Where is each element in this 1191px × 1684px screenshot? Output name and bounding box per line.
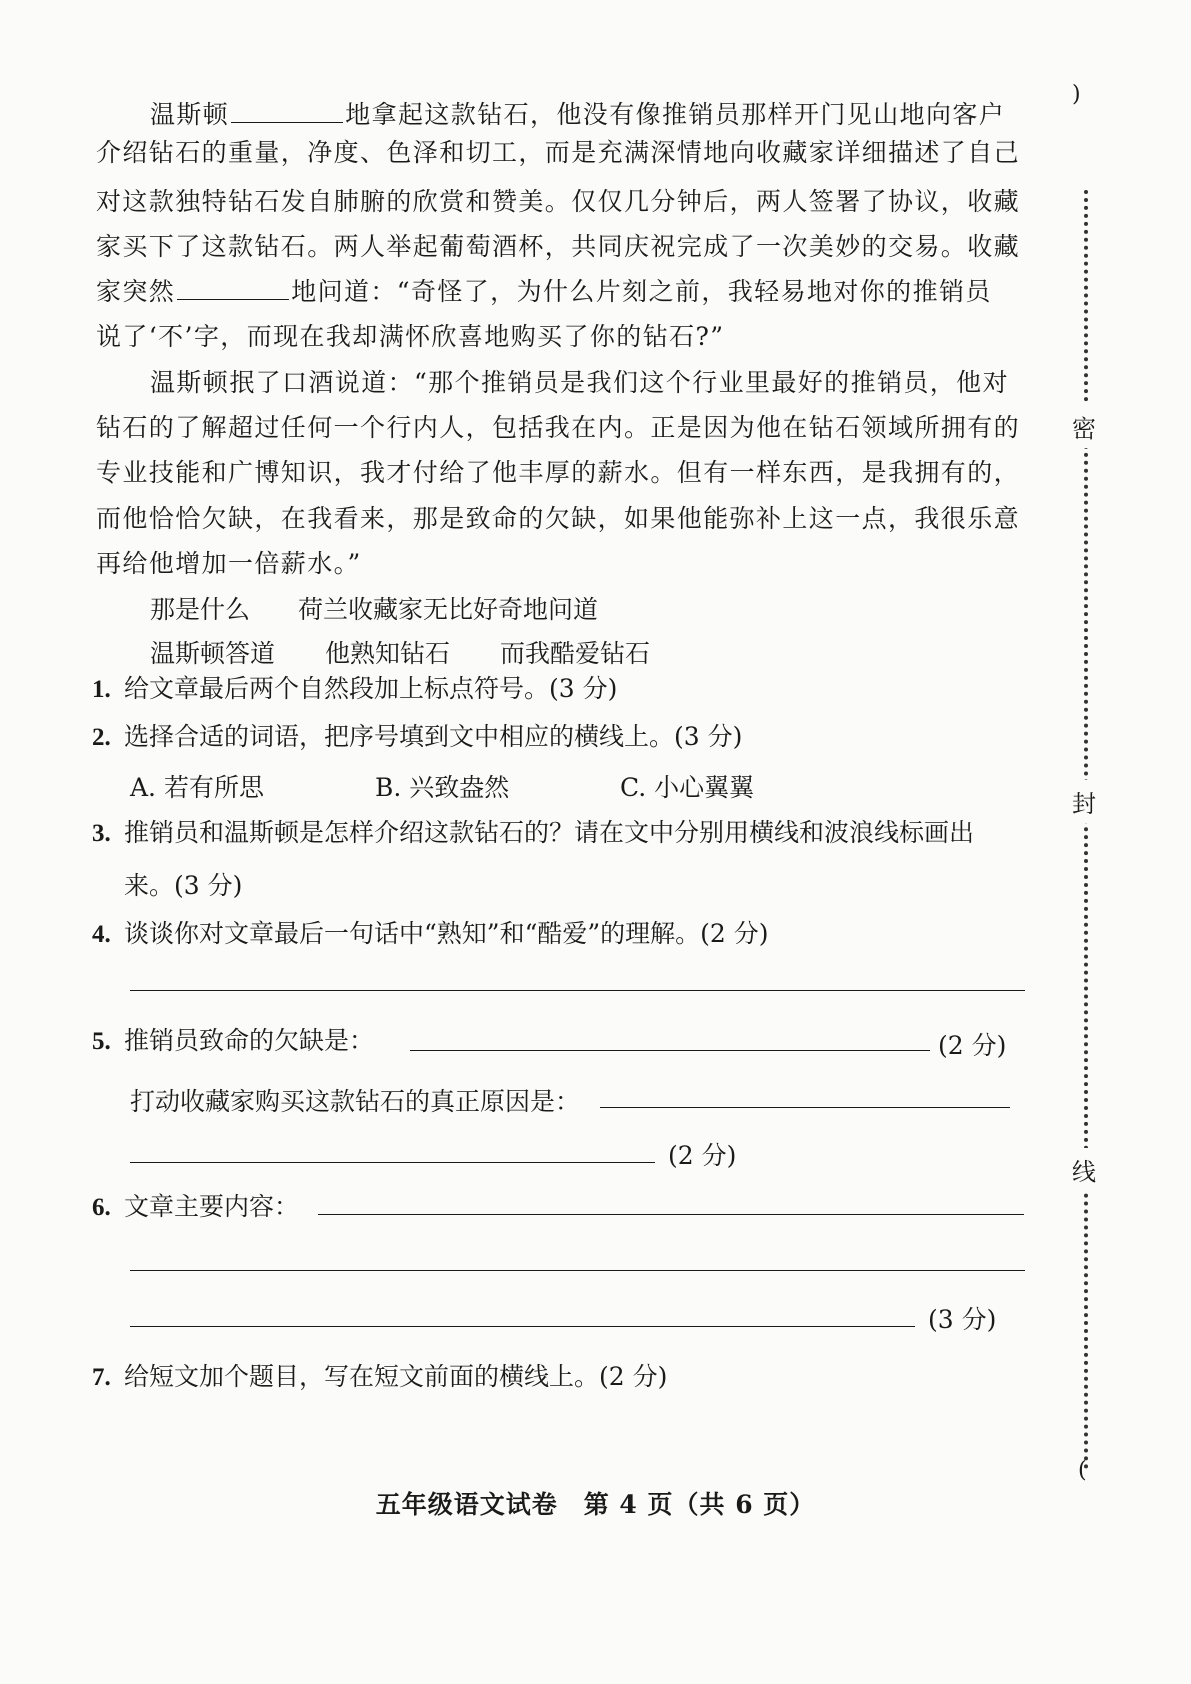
question-number: 2.	[92, 724, 111, 751]
binding-dotted-line	[1084, 190, 1088, 1470]
question-2	[92, 718, 742, 757]
question-number: 3.	[92, 820, 111, 847]
passage-text: 地问道：“奇怪了，为什么片刻之前，我轻易地对你的推销员	[291, 277, 992, 306]
answer-blank[interactable]	[231, 98, 343, 123]
question-number: 6.	[92, 1194, 111, 1221]
binding-label-feng: 封	[1068, 780, 1100, 823]
passage-line: 温斯顿抿了口酒说道：“那个推销员是我们这个行业里最好的推销员，他对	[150, 368, 1009, 397]
answer-line[interactable]	[130, 1270, 1025, 1271]
question-5-part2: 打动收藏家购买这款钻石的真正原因是：	[130, 1087, 581, 1116]
passage-text: 温斯顿	[150, 100, 230, 129]
question-text: 推销员和温斯顿是怎样介绍这款钻石的？请在文中分别用横线和波浪线标画出	[124, 818, 975, 847]
unpunctuated-line-1	[150, 590, 598, 626]
passage-line: 再给他增加一倍薪水。”	[96, 549, 362, 578]
passage-line: 专业技能和广博知识，我才付给了他丰厚的薪水。但有一样东西，是我拥有的，	[96, 458, 1021, 487]
answer-line[interactable]	[318, 1214, 1024, 1215]
question-6	[92, 1188, 299, 1227]
answer-line[interactable]	[130, 1162, 655, 1163]
passage-text: 地拿起这款钻石，他没有像推销员那样开门见山地向客户	[345, 100, 1006, 129]
passage-line: 家买下了这款钻石。两人举起葡萄酒杯，共同庆祝完成了一次美妙的交易。收藏	[96, 232, 1021, 261]
answer-line[interactable]	[600, 1107, 1010, 1108]
score-label: (3 分)	[928, 1305, 997, 1334]
binding-label-mi: 密	[1068, 405, 1100, 448]
question-text: 选择合适的词语，把序号填到文中相应的横线上。(3 分)	[124, 722, 743, 751]
phrase: 温斯顿答道	[150, 639, 276, 668]
question-5	[92, 1022, 374, 1061]
phrase: 荷兰收藏家无比好奇地问道	[298, 595, 599, 624]
passage-line: 而他恰恰欠缺，在我看来，那是致命的欠缺，如果他能弥补上这一点，我很乐意	[96, 504, 1021, 533]
question-number: 4.	[92, 921, 111, 948]
question-number: 7.	[92, 1364, 111, 1391]
answer-blank[interactable]	[177, 275, 289, 300]
answer-line[interactable]	[410, 1050, 930, 1051]
binding-corner-top: )	[1072, 82, 1081, 107]
option-b: B. 兴致盎然	[375, 773, 510, 802]
question-text: 给短文加个题目，写在短文前面的横线上。(2 分)	[124, 1362, 668, 1391]
answer-line[interactable]	[130, 1326, 915, 1327]
question-number: 1.	[92, 676, 111, 703]
passage-text: 家突然	[96, 277, 176, 306]
passage-line: 介绍钻石的重量，净度、色泽和切工，而是充满深情地向收藏家详细描述了自己	[96, 138, 1021, 167]
score-label: (2 分)	[668, 1141, 737, 1170]
page-footer: 五年级语文试卷 第 4 页（共 6 页）	[375, 1490, 816, 1519]
phrase: 他熟知钻石	[325, 639, 451, 668]
question-4	[92, 915, 769, 954]
score-label: (2 分)	[938, 1031, 1007, 1060]
passage-line	[96, 273, 1026, 311]
question-3-cont: 来。(3 分)	[124, 871, 243, 900]
question-text: 文章主要内容：	[124, 1192, 300, 1221]
phrase: 那是什么	[150, 595, 251, 624]
option-a: A. 若有所思	[130, 773, 264, 802]
answer-line[interactable]	[130, 990, 1025, 991]
passage-line	[150, 96, 1026, 134]
question-1	[92, 670, 617, 709]
binding-corner-bottom: (	[1078, 1458, 1087, 1483]
binding-label-xian: 线	[1068, 1148, 1100, 1191]
phrase: 而我酷爱钻石	[500, 639, 651, 668]
question-text: 谈谈你对文章最后一句话中“熟知”和“酷爱”的理解。(2 分)	[124, 919, 769, 948]
question-7	[92, 1358, 667, 1397]
passage-line: 钻石的了解超过任何一个行内人，包括我在内。正是因为他在钻石领域所拥有的	[96, 413, 1021, 442]
passage-line: 对这款独特钻石发自肺腑的欣赏和赞美。仅仅几分钟后，两人签署了协议，收藏	[96, 187, 1021, 216]
question-3	[92, 814, 974, 853]
unpunctuated-line-2	[150, 634, 650, 670]
question-text: 给文章最后两个自然段加上标点符号。(3 分)	[124, 674, 618, 703]
question-text: 推销员致命的欠缺是：	[124, 1026, 375, 1055]
option-c: C. 小心翼翼	[620, 773, 755, 802]
question-number: 5.	[92, 1028, 111, 1055]
passage-line: 说了‘不’字，而现在我却满怀欣喜地购买了你的钻石?”	[96, 322, 725, 351]
